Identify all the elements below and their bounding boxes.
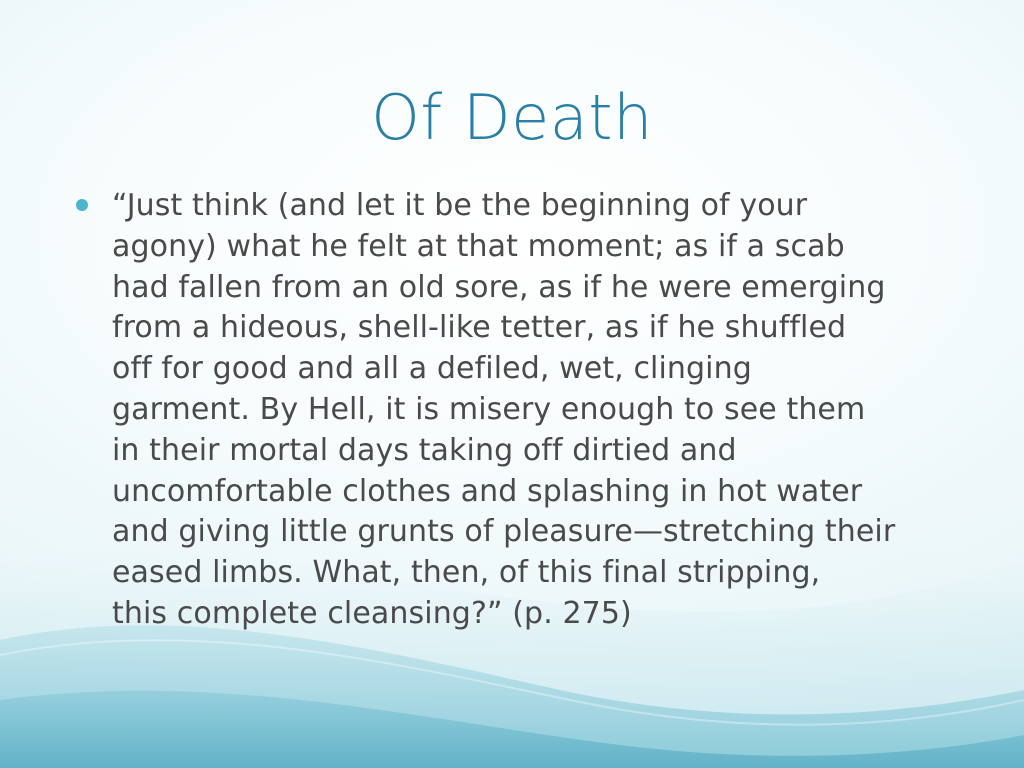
bullet-dot-icon (76, 199, 88, 211)
slide-title: Of Death (371, 81, 653, 154)
list-item (70, 186, 970, 635)
quote-text: “Just think (and let it be the beginning of your agony) what he felt at that moment; as if a scab had fallen from an old sore, as if he were emerging from a hideous, shell-like tetter, as if he shuffled off for good and all a defiled, wet, clinging garment. By Hell, it is misery enough to see them in their mortal days taking off dirtied and uncomfortable clothes and splashing in hot water and giving little grunts of pleasure—stretching their eased limbs. What, then, of this final stripping, this complete cleansing?” (p. 275) (112, 188, 896, 631)
bullet-list (70, 186, 970, 635)
